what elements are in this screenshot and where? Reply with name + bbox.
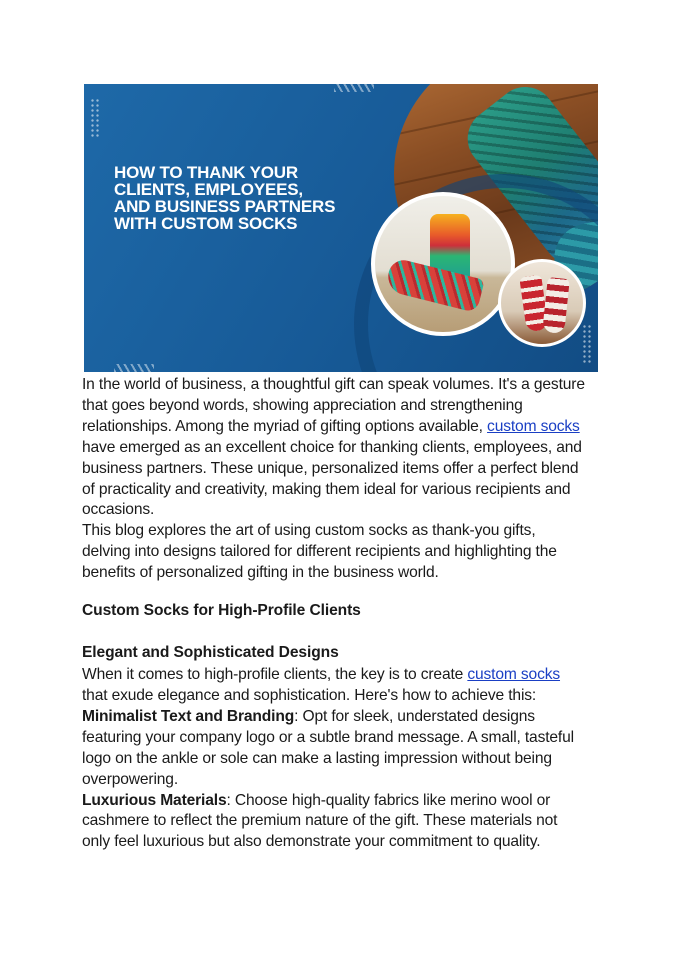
colorful-sock-photo	[371, 192, 515, 336]
intro-paragraph: In the world of business, a thoughtful gift can speak volumes. It's a gesture that goes beyond words, showing appreciation and strengthening relationships. Among the myriad of gifting options available, custom socks have emerged as an excellent choice for thanking clients, employees, and business partners. These unique, personalized items offer a perfect blend of practicality and creativity, making them ideal for various recipients and occasions.	[82, 376, 585, 519]
section-paragraph: When it comes to high-profile clients, the key is to create custom socks that exude elegance and sophistication. Here's how to achieve this:	[82, 666, 561, 704]
decorative-stripes	[114, 364, 154, 372]
item-label: Luxurious Materials	[82, 791, 227, 809]
intro-paragraph-2: This blog explores the art of using custom socks as thank-you gifts, delving into designs tailored for different recipients and highlighting the benefits of personalized gifting in the business world.	[82, 522, 557, 582]
section-heading: Custom Socks for High-Profile Clients	[82, 602, 361, 620]
decorative-stripes	[334, 84, 374, 92]
list-item-minimalist: Minimalist Text and Branding: Opt for sleek, understated designs featuring your company logo or a subtle brand message. A small, tasteful logo on the ankle or sole can make a lasting impression without being overpowering.	[82, 707, 574, 788]
custom-socks-link[interactable]: custom socks	[467, 666, 561, 684]
list-item-luxurious: Luxurious Materials: Choose high-quality fabrics like merino wool or cashmere to reflect the premium nature of the gift. These materials not only feel luxurious but also demonstrate your commitment to quality.	[82, 791, 558, 851]
christmas-socks-photo	[498, 259, 586, 347]
custom-socks-link[interactable]: custom socks	[487, 417, 580, 435]
item-label: Minimalist Text and Branding	[82, 707, 295, 725]
banner-title: HOW TO THANK YOUR CLIENTS, EMPLOYEES, AND BUSINESS PARTNERS WITH CUSTOM SOCKS	[114, 163, 336, 233]
section-subheading: Elegant and Sophisticated Designs	[82, 644, 339, 662]
hero-banner	[84, 84, 598, 372]
article-body	[82, 375, 587, 853]
decorative-dots	[90, 98, 100, 138]
